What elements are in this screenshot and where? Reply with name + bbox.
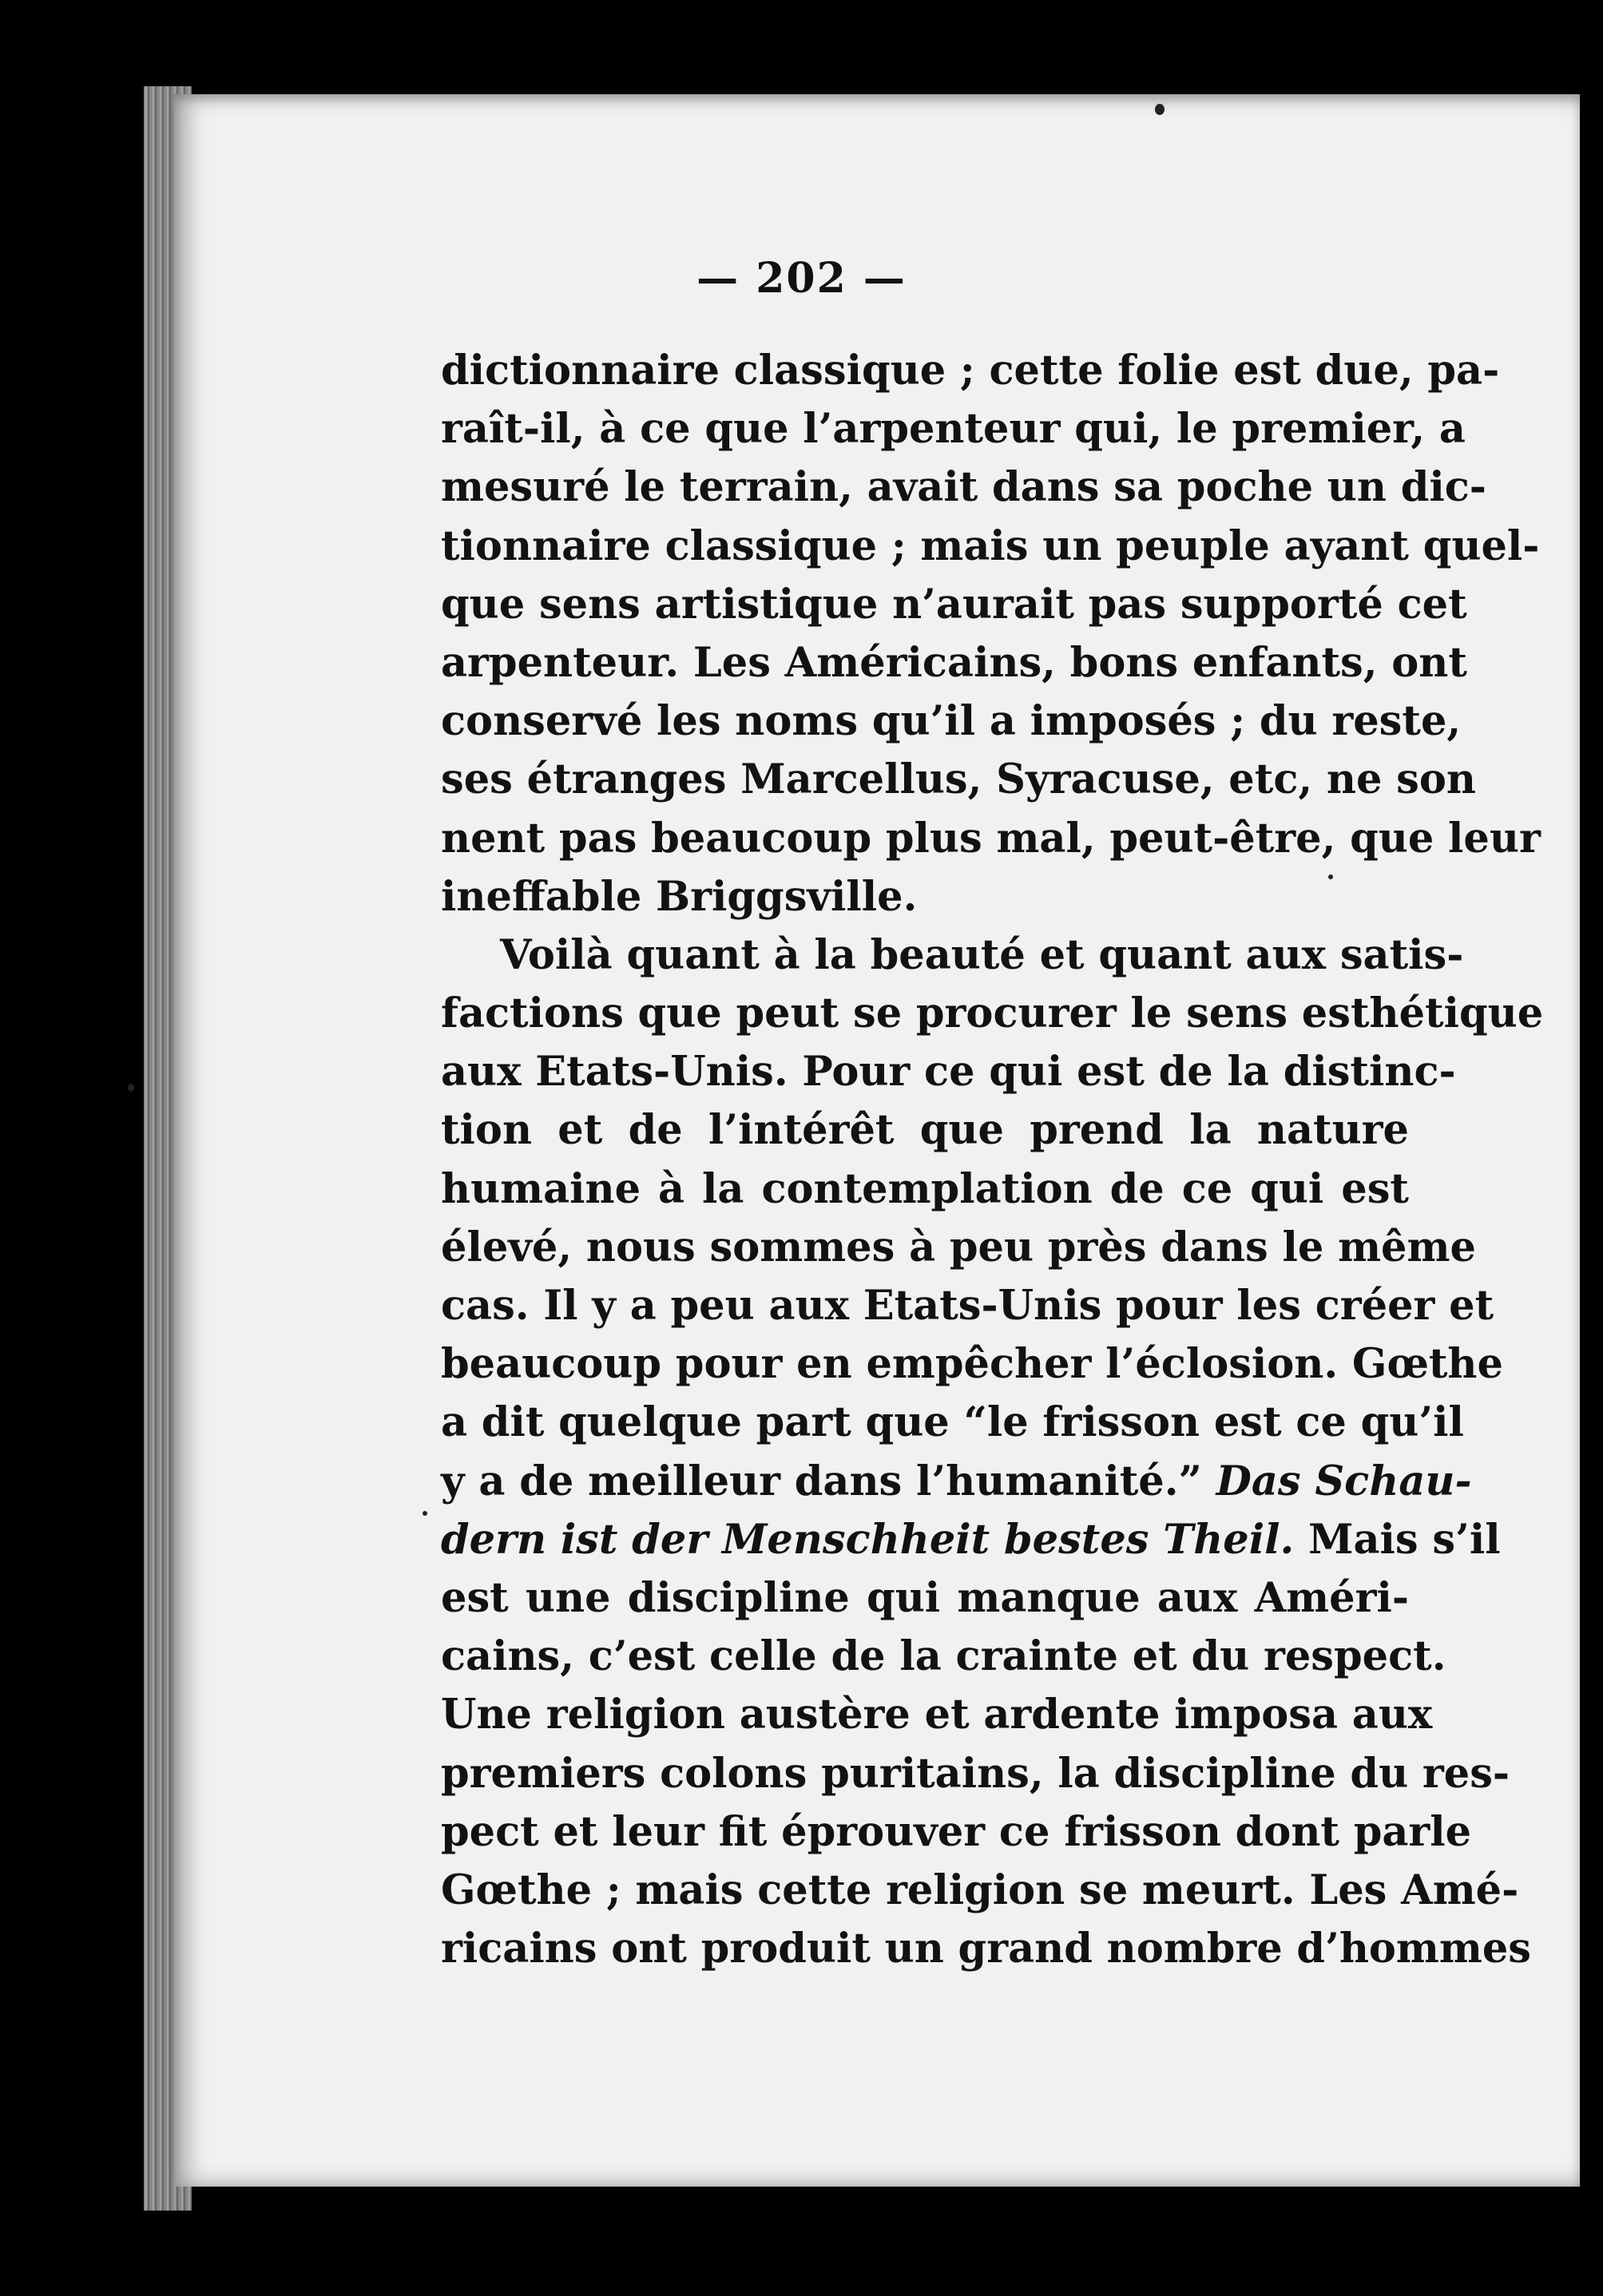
text-line: élevé, nous sommes à peu près dans le même <box>441 1223 1476 1271</box>
text-line: cains, c’est celle de la crainte et du respect. <box>441 1632 1446 1681</box>
text-segment: Mais s’il <box>1308 1515 1501 1564</box>
scan-speck <box>423 1511 427 1516</box>
text-line: ricains ont produit un grand nombre d’hommes <box>441 1925 1532 1973</box>
text-line: ses étranges Marcellus, Syracuse, etc, ne son <box>441 755 1476 804</box>
scan-speck <box>128 1084 134 1092</box>
text-line: tion et de l’intérêt que prend la nature <box>441 1106 1409 1155</box>
text-line: conservé les noms qu’il a imposés ; du reste, <box>441 697 1462 746</box>
text-line: Gœthe ; mais cette religion se meurt. Les Amé- <box>441 1866 1519 1914</box>
text-line: raît-il, à ce que l’arpenteur qui, le premier, a <box>441 405 1466 454</box>
text-line-with-quote <box>441 1511 1501 1569</box>
text-line: aux Etats-Unis. Pour ce qui est de la distinc- <box>441 1048 1456 1096</box>
text-line: dictionnaire classique ; cette folie est due, pa- <box>441 347 1500 395</box>
text-line: cas. Il y a peu aux Etats-Unis pour les créer et <box>441 1282 1494 1330</box>
text-line: est une discipline qui manque aux Améri- <box>441 1573 1409 1622</box>
text-line: factions que peut se procurer le sens esthétique <box>441 989 1544 1038</box>
text-line: nent pas beaucoup plus mal, peut-être, que leur <box>441 814 1541 862</box>
text-line: mesuré le terrain, avait dans sa poche un dic- <box>441 463 1486 512</box>
text-line-with-quote <box>441 1453 1472 1511</box>
text-line: a dit quelque part que “le frisson est ce qu’il <box>441 1398 1464 1447</box>
text-line: beaucoup pour en empêcher l’éclosion. Gœthe <box>441 1340 1503 1389</box>
page-number: — 202 — <box>696 254 907 303</box>
text-segment: y a de meilleur dans l’humanité.” <box>441 1457 1202 1505</box>
text-line: premiers colons puritains, la discipline du res- <box>441 1749 1510 1798</box>
text-line: pect et leur fit éprouver ce frisson dont parle <box>441 1807 1472 1856</box>
german-quote: Das Schau- <box>1216 1457 1472 1505</box>
text-line: ineffable Briggsville. <box>441 872 918 921</box>
text-line: Voilà quant à la beauté et quant aux satis- <box>500 930 1464 979</box>
scan-speck <box>1328 874 1333 879</box>
text-line: humaine à la contemplation de ce qui est <box>441 1164 1409 1213</box>
german-quote: dern ist der Menschheit bestes Theil. <box>441 1515 1295 1564</box>
text-line: tionnaire classique ; mais un peuple ayant quel- <box>441 521 1540 570</box>
text-line: arpenteur. Les Américains, bons enfants, ont <box>441 638 1467 687</box>
body-text <box>441 342 1544 1978</box>
text-line: que sens artistique n’aurait pas supporté cet <box>441 580 1467 629</box>
scan-speck <box>1155 104 1165 115</box>
text-line: Une religion austère et ardente imposa aux <box>441 1691 1433 1739</box>
